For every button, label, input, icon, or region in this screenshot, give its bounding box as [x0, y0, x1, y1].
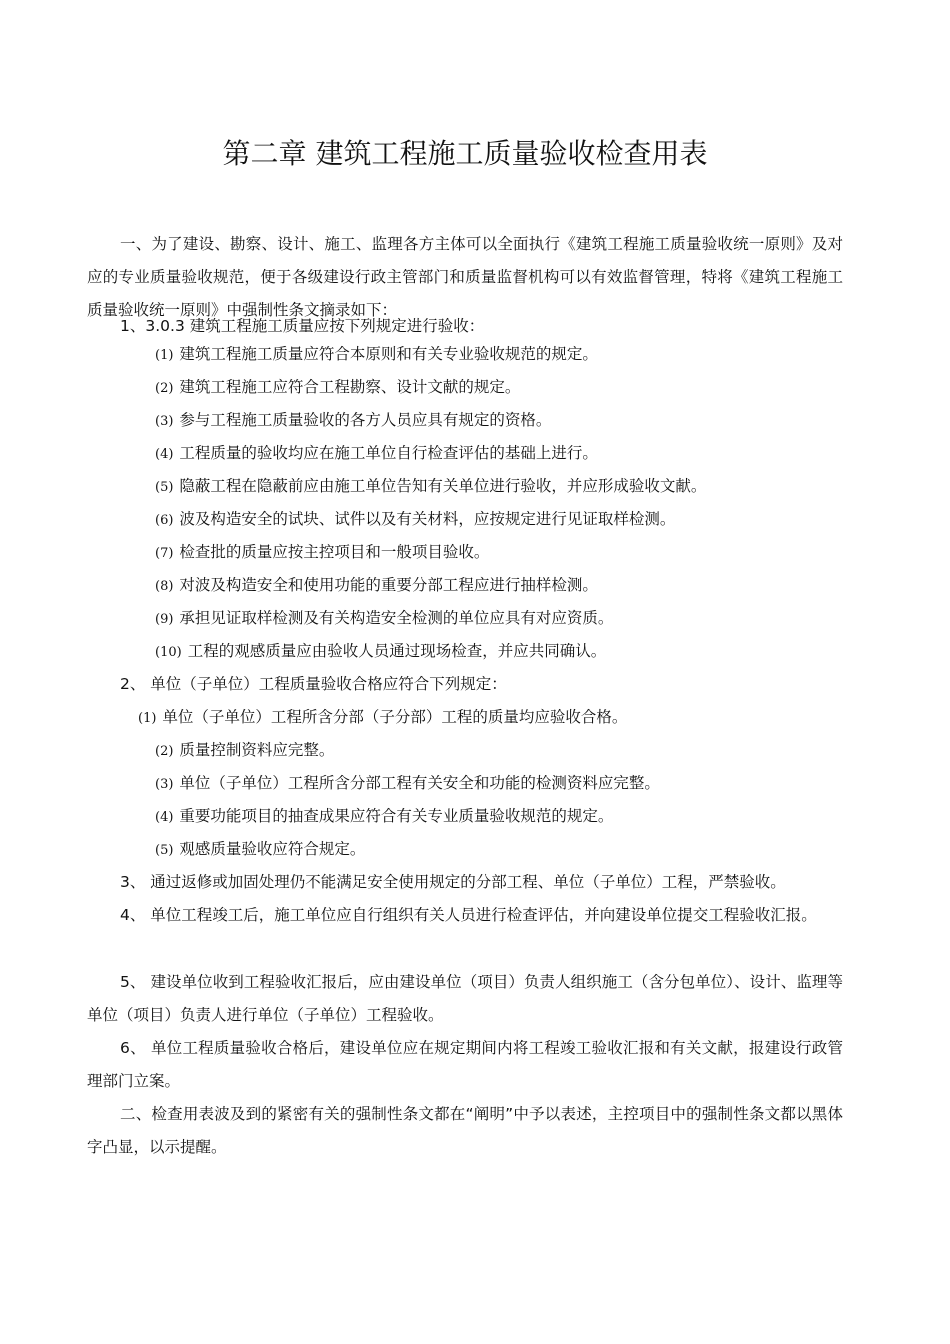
sub-text: 单位（子单位）工程所含分部工程有关安全和功能的检测资料应完整。: [179, 774, 660, 792]
sub-text: 对波及构造安全和使用功能的重要分部工程应进行抽样检测。: [179, 576, 598, 594]
chapter-title: 第二章 建筑工程施工质量验收检查用表: [222, 137, 708, 170]
sub-number: (1): [155, 348, 174, 363]
sub-number: (8): [155, 579, 174, 594]
sub-number: (9): [155, 612, 174, 627]
sub-number: (3): [155, 777, 174, 792]
sub-text: 工程的观感质量应由验收人员通过现场检查，并应共同确认。: [187, 642, 607, 660]
item-1-sub-3: [155, 404, 551, 438]
item-1-sub-4: [155, 437, 598, 471]
sub-text: 参与工程施工质量验收的各方人员应具有规定的资格。: [179, 411, 552, 429]
item-1-sub-7: [155, 536, 489, 570]
item-2-sub-1: [138, 701, 627, 735]
item-1-sub-5: [155, 470, 706, 504]
item-1-sub-8: [155, 569, 598, 603]
sub-number: (1): [138, 711, 157, 726]
item-2-sub-4: [155, 800, 613, 834]
sub-number: (4): [155, 810, 174, 825]
sub-text: 单位（子单位）工程所含分部（子分部）工程的质量均应验收合格。: [162, 708, 628, 726]
sub-number: (2): [155, 381, 174, 396]
item-2-heading: 2、 单位（子单位）工程质量验收合格应符合下列规定：: [120, 675, 507, 693]
sub-text: 建筑工程施工应符合工程勘察、设计文献的规定。: [179, 378, 521, 396]
sub-number: (5): [155, 843, 174, 858]
item-1-sub-1: [155, 338, 598, 372]
item-3-paragraph: 3、 通过返修或加固处理仍不能满足安全使用规定的分部工程、单位（子单位）工程，严禁验收。: [120, 873, 786, 891]
sub-text: 工程质量的验收均应在施工单位自行检查评估的基础上进行。: [179, 444, 598, 462]
sub-number: (5): [155, 480, 174, 495]
sub-text: 重要功能项目的抽查成果应符合有关专业质量验收规范的规定。: [179, 807, 614, 825]
item-2-sub-3: [155, 767, 660, 801]
sub-text: 建筑工程施工质量应符合本原则和有关专业验收规范的规定。: [179, 345, 598, 363]
sub-text: 承担见证取样检测及有关构造安全检测的单位应具有对应资质。: [179, 609, 614, 627]
sub-text: 波及构造安全的试块、试件以及有关材料，应按规定进行见证取样检测。: [179, 510, 676, 528]
sub-number: (6): [155, 513, 174, 528]
item-1-sub-2: [155, 371, 520, 405]
item-6-paragraph: 6、 单位工程质量验收合格后，建设单位应在规定期间内将工程竣工验收汇报和有关文献，报建设行政管理部门立案。: [87, 1039, 843, 1090]
sub-number: (2): [155, 744, 174, 759]
item-4-paragraph: 4、 单位工程竣工后，施工单位应自行组织有关人员进行检查评估，并向建设单位提交工程验收汇报。: [120, 906, 817, 924]
sub-text: 观感质量验收应符合规定。: [179, 840, 366, 858]
sub-text: 隐蔽工程在隐蔽前应由施工单位告知有关单位进行验收，并应形成验收文献。: [179, 477, 707, 495]
item-1-sub-10: [155, 635, 606, 669]
item-5-paragraph: 5、 建设单位收到工程验收汇报后，应由建设单位（项目）负责人组织施工（含分包单位）、设计、监理等单位（项目）负责人进行单位（子单位）工程验收。: [87, 973, 843, 1024]
sub-number: (7): [155, 546, 174, 561]
sub-number: (3): [155, 414, 174, 429]
item-1-heading: 1、3.0.3 建筑工程施工质量应按下列规定进行验收：: [120, 317, 485, 335]
item-1-sub-9: [155, 602, 613, 636]
item-2-sub-2: [155, 734, 334, 768]
sub-number: (10): [155, 645, 182, 660]
sub-number: (4): [155, 447, 174, 462]
item-2-sub-5: [155, 833, 365, 867]
intro-paragraph: 一、为了建设、勘察、设计、施工、监理各方主体可以全面执行《建筑工程施工质量验收统一原则》及对应的专业质量验收规范，便于各级建设行政主管部门和质量监督机构可以有效监督管理，特将《建筑工程施工质量验收统一原则》中强制性条文摘录如下：: [87, 235, 843, 319]
sub-text: 质量控制资料应完整。: [179, 741, 335, 759]
section-2-paragraph: 二、检查用表波及到的紧密有关的强制性条文都在“阐明”中予以表述，主控项目中的强制性条文都以黑体字凸显，以示提醒。: [87, 1105, 843, 1156]
item-1-sub-6: [155, 503, 675, 537]
sub-text: 检查批的质量应按主控项目和一般项目验收。: [179, 543, 490, 561]
